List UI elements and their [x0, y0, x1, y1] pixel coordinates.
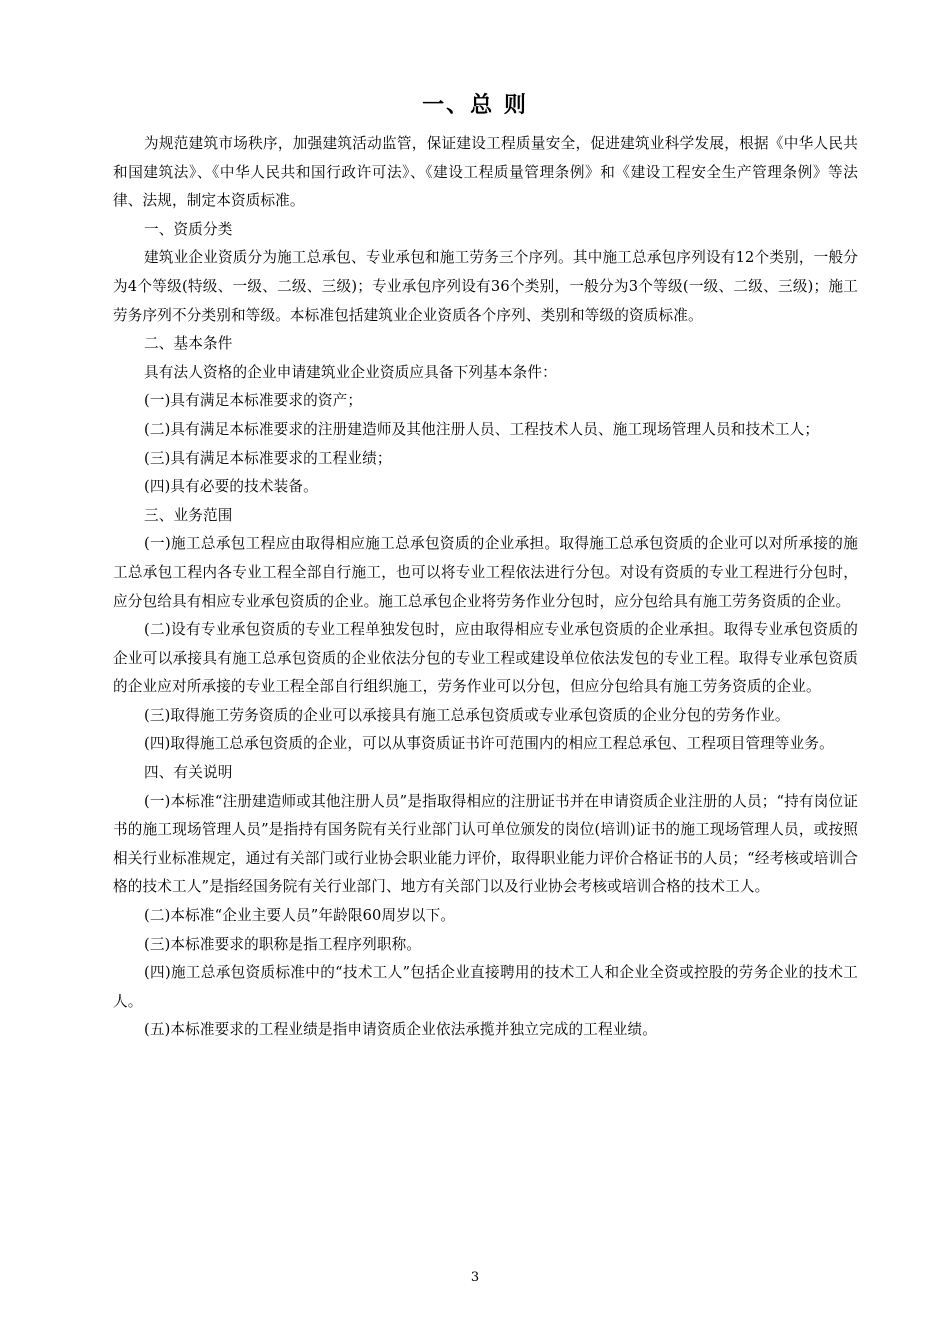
note-item-5: (五)本标准要求的工程业绩是指申请资质企业依法承揽并独立完成的工程业绩。 [144, 1021, 657, 1039]
intro-paragraph: 为规范建筑市场秩序，加强建筑活动监管，保证建设工程质量安全，促进建筑业科学发展，根据《中华人民共和国建筑法》、《中华人民共和国行政许可法》、《建设工程质量管理条例》和《建设工程安全生产管理条例》等法律、法规，制定本资质标准。 [113, 135, 858, 210]
basic-condition-item-4: (四)具有必要的技术装备。 [144, 478, 318, 496]
page-number: 3 [470, 1270, 480, 1285]
page-title: 一、总 则 [422, 93, 528, 118]
basic-condition-item-3: (三)具有满足本标准要求的工程业绩； [144, 449, 392, 467]
section-heading-notes: 四、有关说明 [144, 764, 233, 782]
business-scope-item-2: (二)设有专业承包资质的专业工程单独发包时，应由取得相应专业承包资质的企业承担。取得专业承包资质的企业可以承接具有施工总承包资质的企业依法分包的专业工程或建设单位依法发包的专业工程。取得专业承包资质的企业应对所承接的专业工程全部自行组织施工，劳务作业可以分包，但应分包给具有施工劳务资质的企业。 [113, 621, 858, 696]
basic-condition-item-2: (二)具有满足本标准要求的注册建造师及其他注册人员、工程技术人员、施工现场管理人员和技术工人； [144, 420, 820, 438]
note-item-4: (四)施工总承包资质标准中的“技术工人”包括企业直接聘用的技术工人和企业全资或控股的劳务企业的技术工人。 [113, 964, 858, 1010]
section-heading-qualification-classification: 一、资质分类 [144, 220, 233, 238]
note-item-3: (三)本标准要求的职称是指工程序列职称。 [144, 935, 422, 953]
basic-condition-item-1: (一)具有满足本标准要求的资产； [144, 392, 363, 410]
business-scope-item-4: (四)取得施工总承包资质的企业，可以从事资质证书许可范围内的相应工程总承包、工程项目管理等业务。 [144, 735, 834, 753]
note-item-2: (二)本标准“企业主要人员”年龄限60周岁以下。 [144, 907, 456, 925]
business-scope-item-3: (三)取得施工劳务资质的企业可以承接具有施工总承包资质或专业承包资质的企业分包的劳务作业。 [144, 706, 790, 724]
section-heading-basic-conditions: 二、基本条件 [144, 335, 233, 353]
basic-conditions-intro: 具有法人资格的企业申请建筑业企业资质应具备下列基本条件： [144, 363, 557, 381]
qualification-classification-paragraph: 建筑业企业资质分为施工总承包、专业承包和施工劳务三个序列。其中施工总承包序列设有12个类别，一般分为4个等级(特级、一级、二级、三级)；专业承包序列设有36个类别，一般分为3个等级(一级、二级、三级)；施工劳务序列不分类别和等级。本标准包括建筑业企业资质各个序列、类别和等级的资质标准。 [113, 249, 858, 324]
document-body [113, 130, 858, 1045]
business-scope-item-1: (一)施工总承包工程应由取得相应施工总承包资质的企业承担。取得施工总承包资质的企业可以对所承接的施工总承包工程内各专业工程全部自行施工，也可以将专业工程依法进行分包。对设有资质的专业工程进行分包时，应分包给具有相应专业承包资质的企业。施工总承包企业将劳务作业分包时，应分包给具有施工劳务资质的企业。 [113, 535, 858, 610]
note-item-1: (一)本标准“注册建造师或其他注册人员”是指取得相应的注册证书并在申请资质企业注册的人员；“持有岗位证书的施工现场管理人员”是指持有国务院有关行业部门认可单位颁发的岗位(培训)证书的施工现场管理人员，或按照相关行业标准规定，通过有关部门或行业协会职业能力评价，取得职业能力评价合格证书的人员；“经考核或培训合格的技术工人”是指经国务院有关行业部门、地方有关部门以及行业协会考核或培训合格的技术工人。 [113, 792, 858, 896]
section-heading-business-scope: 三、业务范围 [144, 506, 233, 524]
